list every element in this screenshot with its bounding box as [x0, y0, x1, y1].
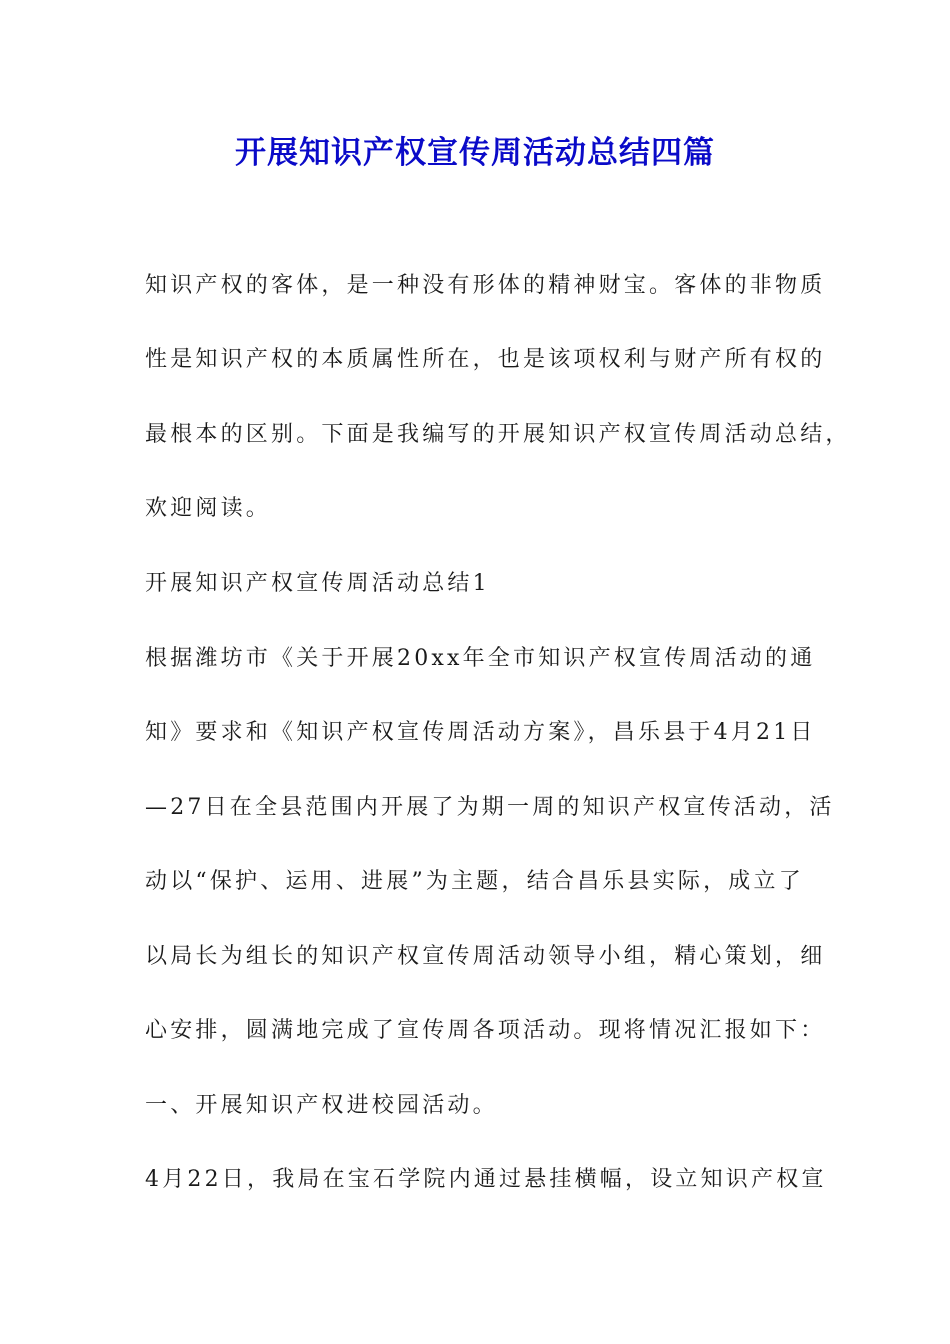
paragraph-line: 动以“保护、运用、进展”为主题，结合昌乐县实际，成立了 [145, 869, 804, 894]
section-heading: 开展知识产权宣传周活动总结1 [145, 571, 490, 596]
paragraph-line: 知》要求和《知识产权宣传周活动方案》，昌乐县于4月21日 [145, 720, 816, 745]
paragraph-line: 以局长为组长的知识产权宣传周活动领导小组，精心策划，细 [145, 944, 826, 969]
paragraph-line: 4月22日，我局在宝石学院内通过悬挂横幅，设立知识产权宣 [145, 1167, 827, 1192]
paragraph-line: 性是知识产权的本质属性所在，也是该项权利与财产所有权的 [145, 347, 826, 372]
paragraph-line: —27日在全县范围内开展了为期一周的知识产权宣传活动，活 [145, 795, 835, 820]
paragraph-line: 知识产权的客体，是一种没有形体的精神财宝。客体的非物质 [145, 273, 826, 298]
paragraph-line: 根据潍坊市《关于开展20xx年全市知识产权宣传周活动的通 [145, 646, 816, 671]
paragraph-line: 心安排，圆满地完成了宣传周各项活动。现将情况汇报如下： [145, 1018, 826, 1043]
section-heading: 一、开展知识产权进校园活动。 [145, 1093, 498, 1118]
paragraph-line: 最根本的区别。下面是我编写的开展知识产权宣传周活动总结， [145, 422, 851, 447]
paragraph-line: 欢迎阅读。 [145, 496, 272, 521]
document-title: 开展知识产权宣传周活动总结四篇 [235, 135, 715, 171]
